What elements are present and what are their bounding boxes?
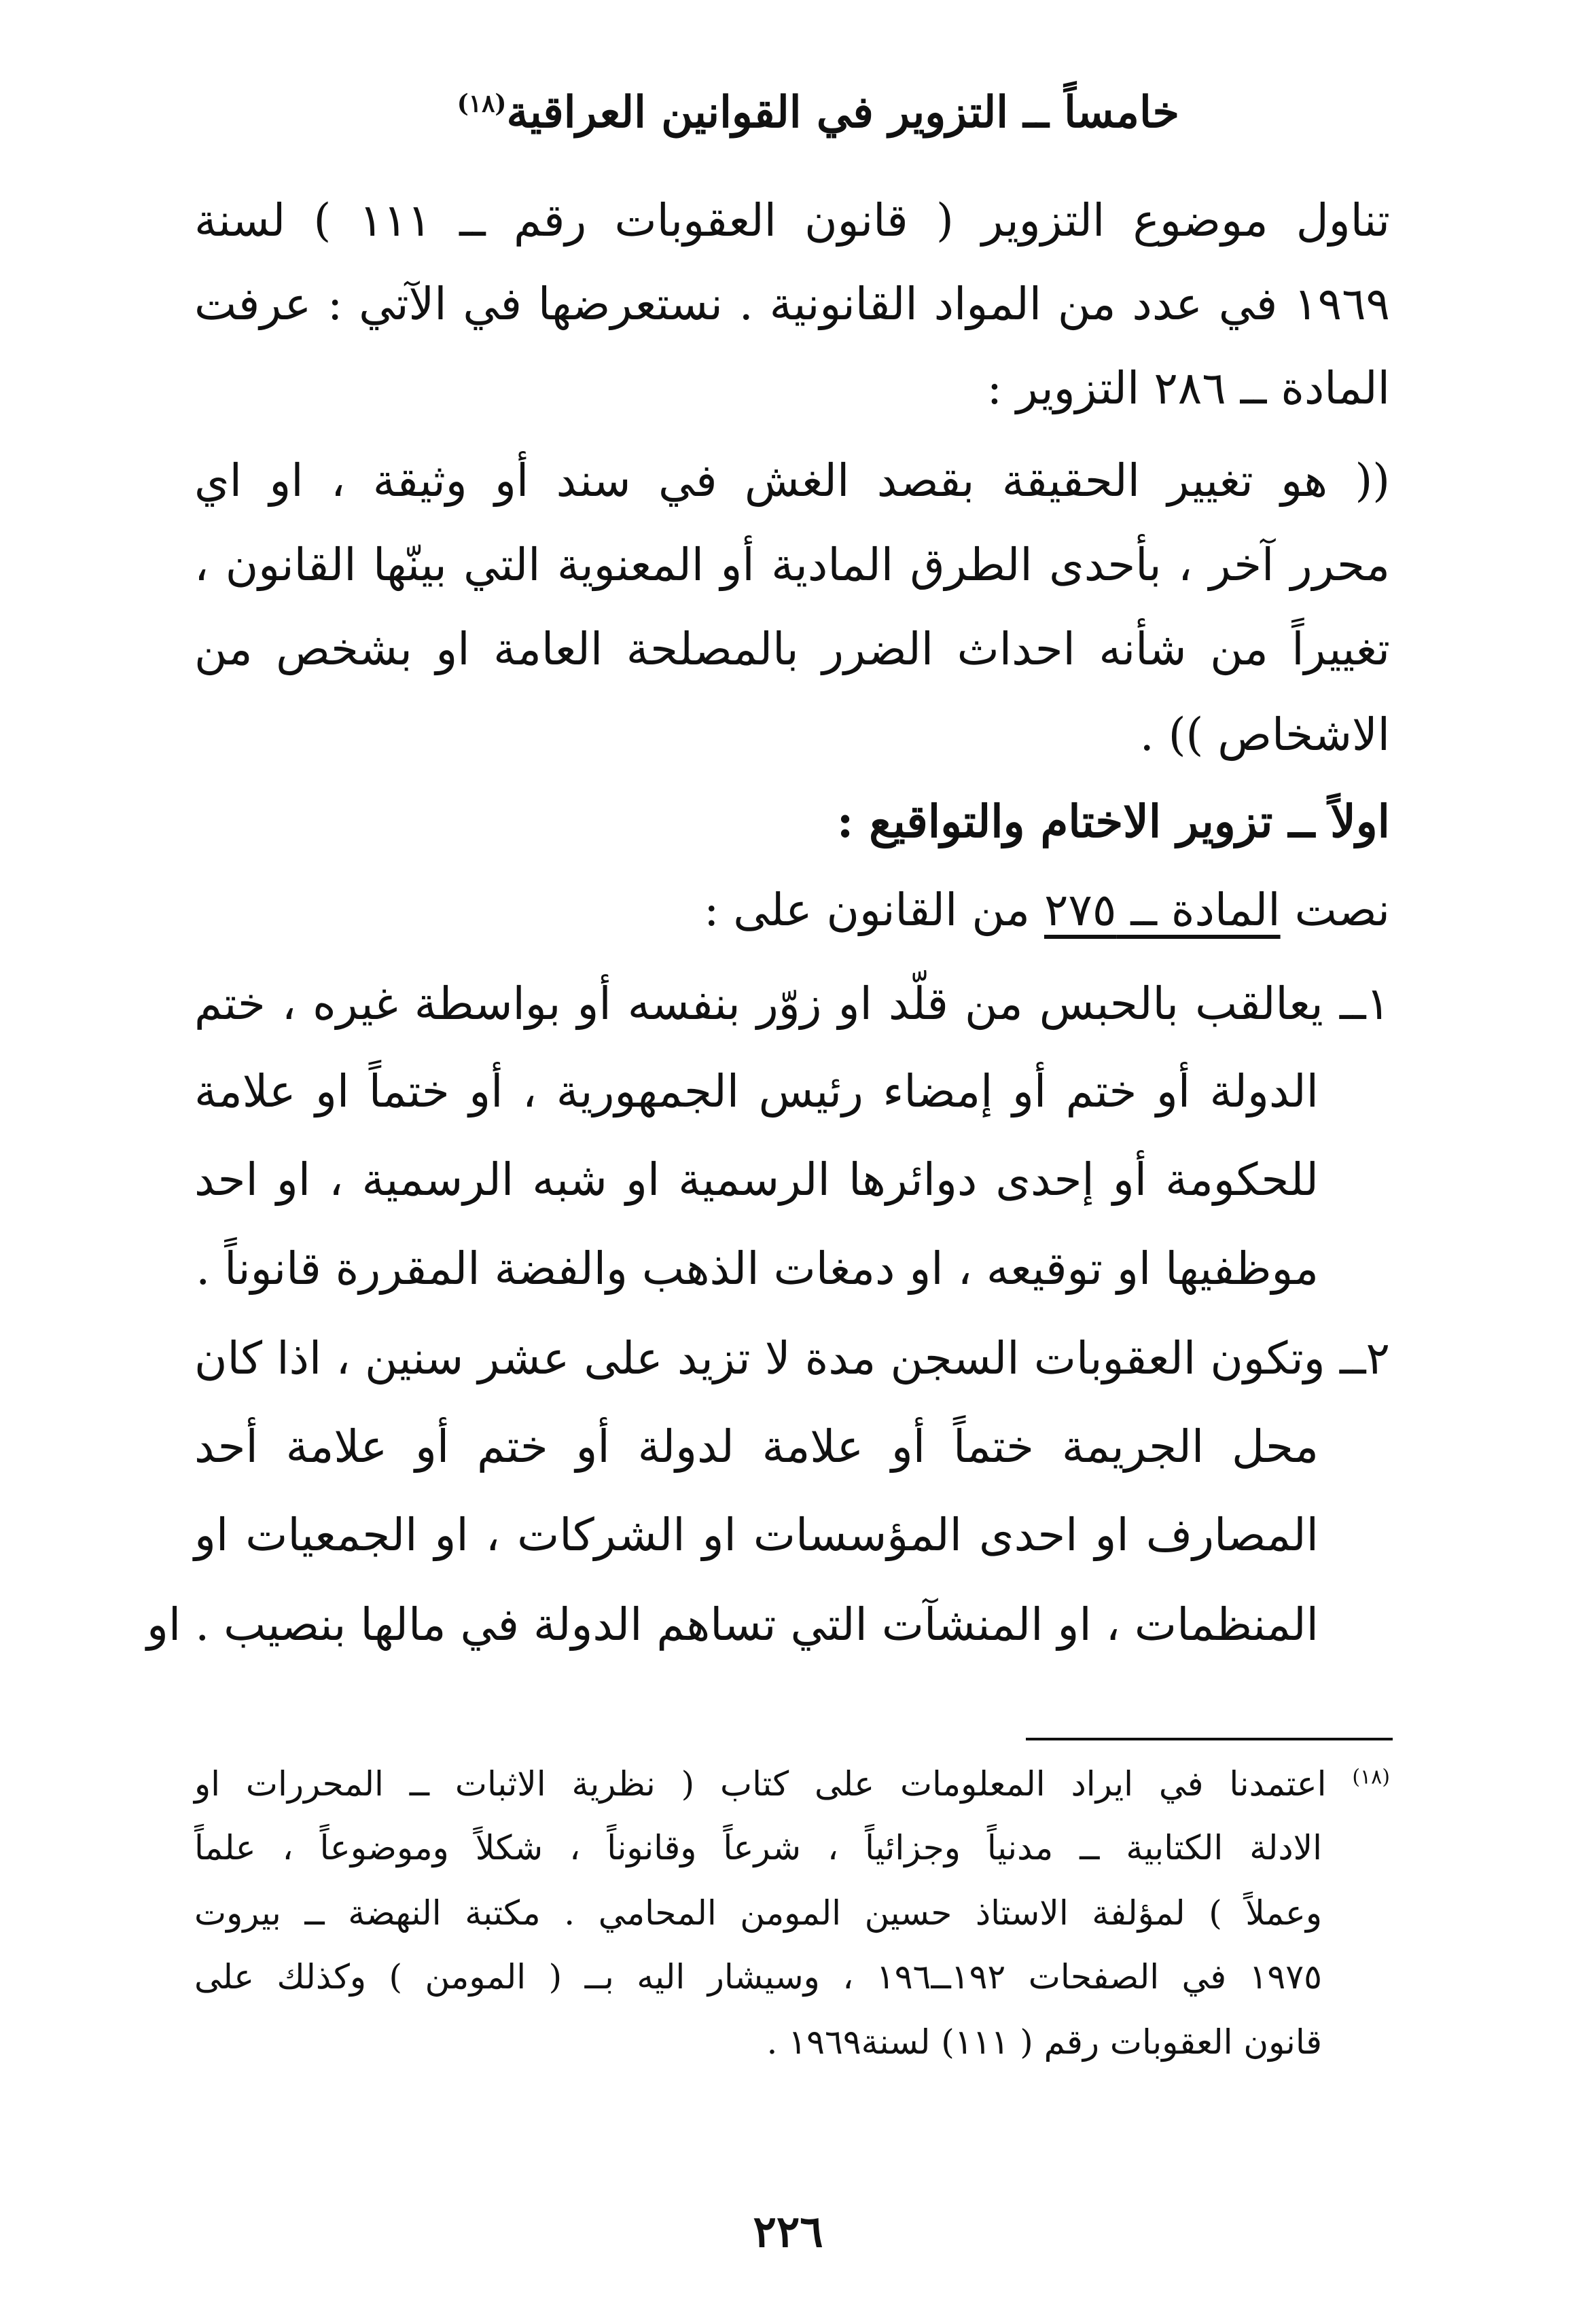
clause-two-line-3: المصارف او احدى المؤسسات او الشركات ، او الجمعيات او	[194, 1509, 1319, 1561]
footnote-line-1-text: اعتمدنا في ايراد المعلومات على كتاب ( نظرية الاثبات ــ المحررات او	[194, 1764, 1353, 1804]
section-one-title: اولاً ــ تزوير الاختام والتواقيع :	[836, 795, 1390, 848]
page-number: ٢٢٦	[753, 2206, 823, 2257]
clause-one-line-3: للحكومة أو إحدى دوائرها الرسمية او شبه الرسمية ، او احد	[194, 1154, 1319, 1206]
clause-one-line-4: موظفيها او توقيعه ، او دمغات الذهب والفضة المقررة قانوناً .	[196, 1243, 1319, 1295]
footnote-line-4: ١٩٧٥ في الصفحات ١٩٢ــ١٩٦ ، وسيشار اليه بــ ( المومن ) وكذلك على	[194, 1957, 1322, 1997]
footnote-line-2: الادلة الكتابية ــ مدنياً وجزائياً ، شرعاً وقانوناً ، شكلاً وموضوعاً ، علماً	[194, 1828, 1322, 1867]
clause-two-line-2: محل الجريمة ختماً أو علامة لدولة أو ختم أو علامة أحد	[194, 1420, 1319, 1473]
footnote-marker: (١٨)	[1352, 1765, 1390, 1789]
article-reference: المادة ــ ٢٧٥	[1044, 884, 1281, 936]
section-one-intro-prefix: نصت	[1280, 884, 1390, 936]
definition-line-3: تغييراً من شأنه احداث الضرر بالمصلحة العامة او بشخص من	[194, 623, 1390, 675]
clause-one-line-1: ١ــ يعالقب بالحبس من قلّد او زوّر بنفسه أو بواسطة غيره ، ختم	[194, 978, 1390, 1030]
clause-two-line-4: المنظمات ، او المنشآت التي تساهم الدولة في مالها بنصيب . او	[147, 1598, 1319, 1651]
footnote-separator	[1026, 1738, 1393, 1740]
footnote-line-3: وعملاً ) لمؤلفة الاستاذ حسين المومن المحامي . مكتبة النهضة ــ بيروت	[194, 1893, 1322, 1933]
section-heading	[296, 87, 1179, 139]
heading-footnote-ref: (١٨)	[457, 89, 507, 118]
footnote-line-1	[194, 1764, 1390, 1804]
definition-line-4: الاشخاص )) .	[1139, 709, 1390, 761]
clause-one-line-2: الدولة أو ختم أو إمضاء رئيس الجمهورية ، أو ختماً او علامة	[194, 1065, 1319, 1118]
footnote-line-5: قانون العقوبات رقم ( ١١١) لسنة١٩٦٩ .	[766, 2022, 1322, 2062]
clause-two-line-1: ٢ــ وتكون العقوبات السجن مدة لا تزيد على عشر سنين ، اذا كان	[194, 1332, 1390, 1384]
section-one-intro	[194, 883, 1390, 937]
section-one-intro-suffix: من القانون على :	[704, 884, 1044, 936]
intro-line-2: ١٩٦٩ في عدد من المواد القانونية . نستعرضها في الآتي : عرفت	[194, 278, 1390, 330]
section-heading-text: خامساً ــ التزوير في القوانين العراقية	[506, 87, 1179, 138]
intro-line-3: المادة ــ ٢٨٦ التزوير :	[986, 362, 1390, 414]
definition-line-2: محرر آخر ، بأحدى الطرق المادية أو المعنوية التي بينّها القانون ،	[194, 539, 1390, 591]
intro-line-1: تناول موضوع التزوير ( قانون العقوبات رقم ــ ١١١ ) لسنة	[194, 194, 1390, 247]
definition-line-1: (( هو تغيير الحقيقة بقصد الغش في سند أو وثيقة ، او اي	[194, 454, 1390, 507]
